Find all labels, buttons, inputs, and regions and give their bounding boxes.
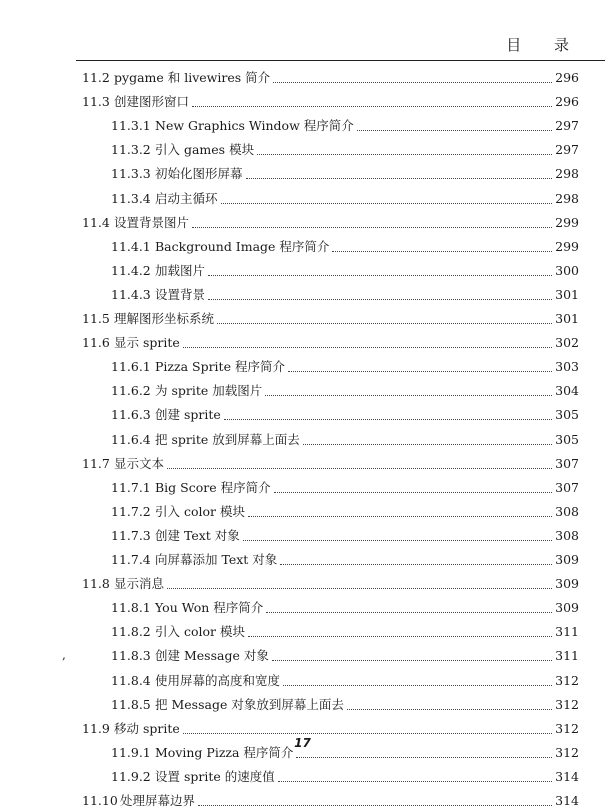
toc-entry-page: 298 [555,190,579,206]
toc-entry-number: 11.4.2 [111,262,151,278]
toc-entry-title: pygame 和 livewires 简介 [114,70,271,85]
header-title: 目 录 [506,36,583,54]
dot-leader [257,153,552,155]
dot-leader [217,322,552,324]
dot-leader [332,250,552,252]
toc-entry[interactable] [111,477,579,499]
dot-leader [183,346,552,348]
toc-entry-number: 11.8 [82,576,110,592]
header-rule [76,60,605,61]
toc-entry-page: 302 [555,335,579,351]
stray-mark: , [62,648,66,662]
toc-entry-title: 移动 sprite [114,720,180,736]
toc-entry-page: 312 [555,720,579,736]
toc-entry-page: 305 [555,407,579,423]
toc-entry-number: 11.6.4 [111,431,151,447]
toc-entry-page: 307 [555,479,579,495]
page-header [0,0,605,62]
toc-entry-number: 11.3.2 [111,142,151,158]
toc-entry[interactable] [111,188,579,210]
toc-entry-number: 11.4.1 [111,238,151,254]
toc-entry-title: 把 sprite 放到屏幕上面去 [155,431,300,447]
toc-entry-page: 309 [555,576,579,592]
toc-entry[interactable] [111,766,579,788]
toc-entry-page: 309 [555,552,579,567]
toc-entry-title: 向屏幕添加 Text 对象 [155,552,278,567]
toc-entry-page: 314 [555,793,579,808]
toc-entry-number: 11.6.2 [111,383,151,399]
dot-leader [273,81,552,83]
toc-entry-title: 把 Message 对象放到屏幕上面去 [155,696,344,712]
dot-leader [208,274,552,276]
dot-leader [198,804,552,806]
toc-entry-title: Pizza Sprite 程序简介 [155,359,285,375]
toc-entry[interactable] [111,284,579,306]
toc-entry-number: 11.7.3 [111,527,151,543]
toc-entry-title: 处理屏幕边界 [120,793,196,808]
toc-entry[interactable] [111,525,579,547]
toc-entry-title: 显示消息 [114,576,165,592]
toc-entry[interactable] [111,163,579,185]
toc-entry-number: 11.7.4 [111,552,151,567]
toc-entry-page: 309 [555,600,579,616]
dot-leader [246,177,553,179]
toc-entry-title: 创建图形窗口 [114,94,190,110]
toc-entry-page: 297 [555,118,579,134]
toc-entry-number: 11.3 [82,94,110,110]
toc-entry-page: 297 [555,142,579,158]
toc-entry-page: 308 [555,527,579,543]
dot-leader [183,732,552,734]
toc-entry-page: 314 [555,768,579,784]
toc-entry-title: 创建 Text 对象 [155,527,240,543]
toc-entry-number: 11.3.3 [111,166,151,182]
dot-leader [167,587,552,589]
toc-entry-number: 11.7 [82,455,110,471]
page-number: 17 [294,736,311,750]
dot-leader [280,563,552,565]
toc-entry[interactable] [111,260,579,282]
toc-entry-number: 11.4 [82,214,110,230]
toc-entry-title: Moving Pizza 程序简介 [155,744,294,760]
toc-entry-page: 308 [555,503,579,519]
dot-leader [167,467,552,469]
toc-entry-page: 296 [555,70,579,85]
dot-leader [192,105,552,107]
toc-entry[interactable] [82,91,579,113]
toc-entry-page: 312 [555,696,579,712]
toc-entry[interactable] [111,236,579,258]
toc-entry[interactable] [111,139,579,161]
toc-entry[interactable] [111,670,579,692]
toc-entry-title: 显示 sprite [114,335,180,351]
toc-entry-page: 312 [555,744,579,760]
toc-entry-title: 为 sprite 加载图片 [155,383,263,399]
dot-leader [274,491,553,493]
toc-entry-page: 311 [555,624,579,640]
dot-leader [208,298,552,300]
toc-entry[interactable] [111,645,579,667]
toc-entry-number: 11.8.5 [111,696,151,712]
toc-entry-page: 305 [555,431,579,447]
toc-entry-page: 312 [555,672,579,688]
toc-entry[interactable] [111,115,579,137]
toc-entry-title: 加载图片 [155,262,206,278]
toc-entry-page: 304 [555,383,579,399]
toc-entry-page: 307 [555,455,579,471]
dot-leader [357,129,552,131]
dot-leader [266,611,552,613]
toc-entry[interactable] [111,429,579,451]
toc-entry-page: 303 [555,359,579,375]
dot-leader [283,684,552,686]
toc-entry-number: 11.7.1 [111,479,151,495]
toc-entry[interactable] [111,404,579,426]
toc-entry[interactable] [82,790,579,812]
toc-entry-page: 296 [555,94,579,110]
toc-entry-number: 11.6.1 [111,359,151,375]
toc-entry-title: 理解图形坐标系统 [114,311,215,326]
dot-leader [243,539,552,541]
toc-entry-page: 301 [555,311,579,326]
toc-entry-number: 11.5 [82,311,110,326]
toc-entry-title: 引入 color 模块 [155,624,245,640]
toc-entry[interactable] [82,453,579,475]
dot-leader [265,394,552,396]
toc-entry-number: 11.3.1 [111,118,151,134]
dot-leader [296,756,552,758]
toc-entry-number: 11.9 [82,720,110,736]
toc-entry-number: 11.9.2 [111,768,151,784]
toc-entry-title: 设置 sprite 的速度值 [155,768,275,784]
toc-entry[interactable] [82,212,579,234]
toc-entry[interactable] [82,308,579,330]
toc-entry-title: 启动主循环 [155,190,218,206]
toc-entry-number: 11.4.3 [111,286,151,302]
dot-leader [288,370,552,372]
toc-entry-number: 11.8.1 [111,600,151,616]
toc-entry-title: Background Image 程序简介 [155,238,330,254]
toc-entry-number: 11.6.3 [111,407,151,423]
toc-entry-page: 300 [555,262,579,278]
toc-entry-title: 显示文本 [114,455,165,471]
dot-leader [272,659,552,661]
toc-entry[interactable] [111,380,579,402]
toc-entry-number: 11.8.4 [111,672,151,688]
toc-entry[interactable] [82,573,579,595]
dot-leader [221,202,553,204]
toc-entry-number: 11.6 [82,335,110,351]
toc-entry[interactable] [82,67,579,89]
dot-leader [347,708,552,710]
toc-entry-title: 使用屏幕的高度和宽度 [155,672,281,688]
dot-leader [224,418,552,420]
dot-leader [303,443,552,445]
toc-entry-title: 设置背景 [155,286,206,302]
toc-entry-number: 11.2 [82,70,110,85]
toc-entry-title: 创建 sprite [155,407,221,423]
toc-entry-number: 11.8.2 [111,624,151,640]
toc-entry[interactable] [82,332,579,354]
toc-entry-number: 11.7.2 [111,503,151,519]
toc-entry-page: 311 [555,648,579,664]
toc-entry-title: New Graphics Window 程序简介 [155,118,354,134]
dot-leader [248,515,552,517]
toc-entry-page: 299 [555,238,579,254]
toc-entry-title: Big Score 程序简介 [155,479,271,495]
toc-entry-title: 引入 color 模块 [155,503,245,519]
dot-leader [248,635,552,637]
toc-entry[interactable] [111,356,579,378]
toc-entry[interactable] [111,597,579,619]
toc-entry-number: 11.8.3 [111,648,151,664]
toc-entry[interactable] [111,549,579,571]
dot-leader [278,780,552,782]
toc-entry-title: 引入 games 模块 [155,142,255,158]
toc-entry[interactable] [111,621,579,643]
toc-entry-title: 设置背景图片 [114,214,190,230]
toc-entry-number: 11.9.1 [111,744,151,760]
toc-entry-title: 创建 Message 对象 [155,648,269,664]
toc-entry[interactable] [111,501,579,523]
toc-entry-title: 初始化图形屏幕 [155,166,243,182]
dot-leader [192,226,552,228]
toc-entry-title: You Won 程序简介 [155,600,264,616]
toc-entry-page: 298 [555,166,579,182]
toc-entry-number: 11.10 [82,793,118,808]
toc-entry-page: 301 [555,286,579,302]
toc-entry[interactable] [111,694,579,716]
toc-entry-page: 299 [555,214,579,230]
toc-entry-number: 11.3.4 [111,190,151,206]
